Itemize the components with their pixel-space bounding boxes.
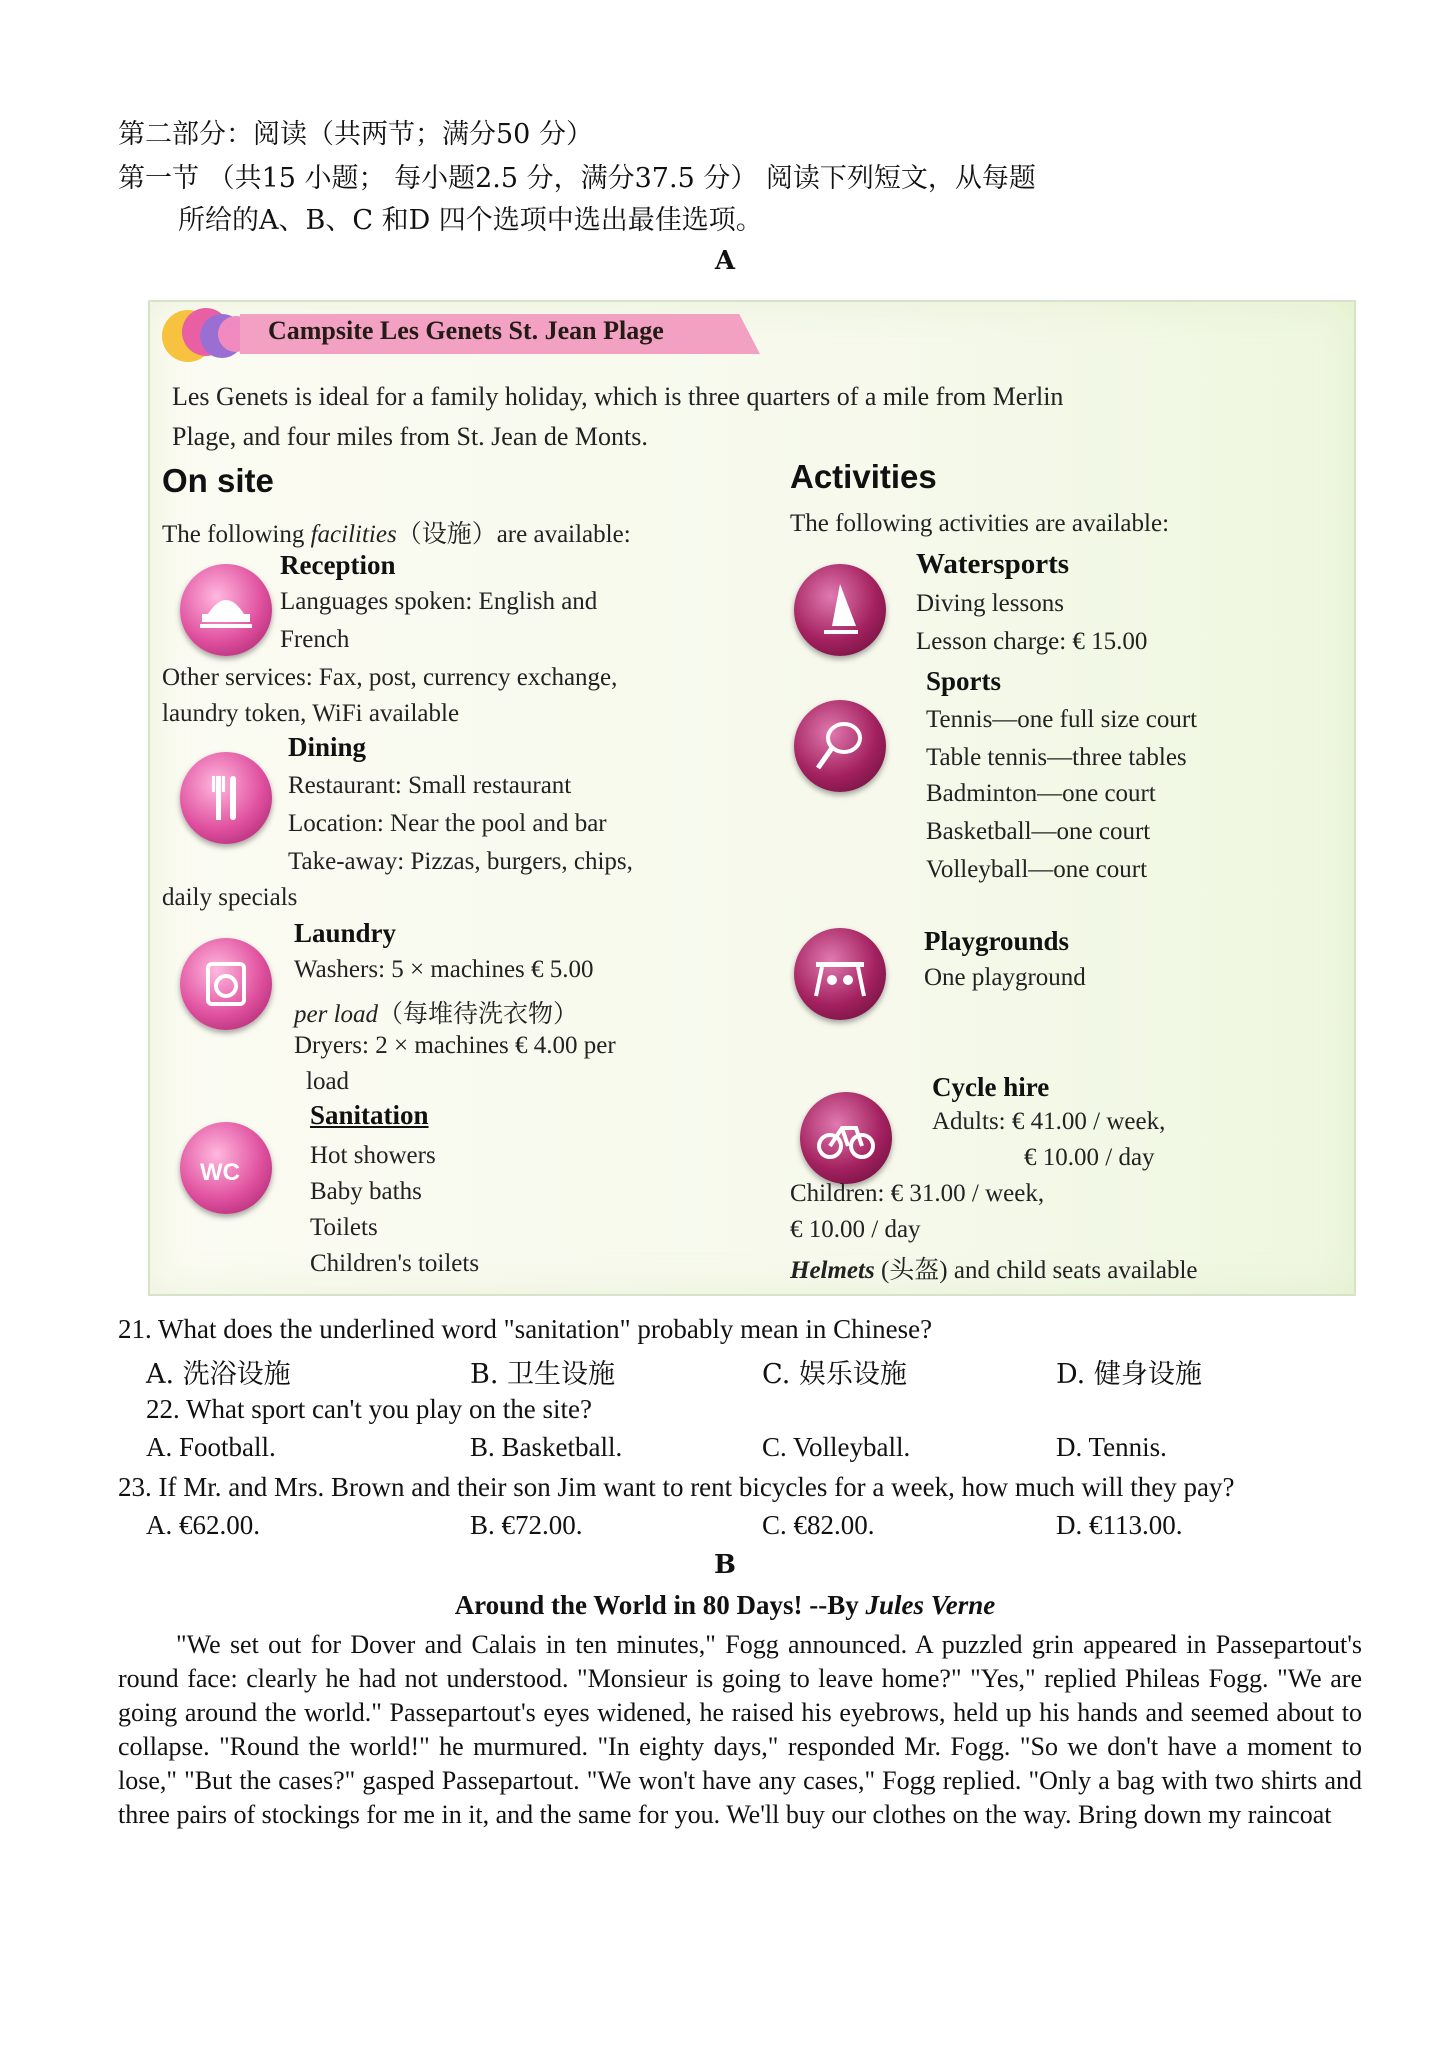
laundry-icon [180, 938, 272, 1030]
sports-title: Sports [926, 666, 1002, 696]
sanitation-toilets: Toilets [310, 1214, 378, 1241]
activities-subheading: The following activities are available: [790, 510, 1170, 537]
reception-title: Reception [280, 550, 396, 580]
sports-volleyball: Volleyball—one court [926, 856, 1148, 883]
watersports-charge: Lesson charge: € 15.00 [916, 628, 1148, 655]
playgrounds-title: Playgrounds [924, 926, 1070, 956]
q21-option-a[interactable]: A. 洗浴设施 [146, 1359, 291, 1390]
sports-racket-icon [794, 700, 886, 792]
watersports-diving: Diving lessons [916, 590, 1064, 617]
playground-icon [794, 928, 886, 1020]
section-instructions: 所给的A、B、C 和D 四个选项中选出最佳选项。 [178, 205, 763, 236]
reception-languages: Languages spoken: English and [280, 588, 598, 615]
sports-basketball: Basketball—one court [926, 818, 1151, 845]
passage-b-body: "We set out for Dover and Calais in ten minutes," Fogg announced. A puzzled grin appeared in Passepartout's round face: clearly he had not understood. "Monsieur is going to leave home?" "Yes," replied Phileas Fogg. "We are going around the world." Passepartout's eyes widened, he raised his eyebrows, held up his hands and seemed about to collapse. "Round the world!" he murmured. "In eighty days," responded Mr. Fogg. "So we don't have a moment to lose," "But the cases?" gasped Passepartout. "We won't have any cases," Fogg replied. "Only a bag with two shirts and three pairs of stockings for me in it, and the same for you. We'll buy our clothes on the way. Bring down my raincoat [118, 1630, 1362, 1829]
dining-restaurant: Restaurant: Small restaurant [288, 772, 572, 799]
q23-option-a[interactable]: A. €62.00. [146, 1510, 260, 1540]
sports-tennis: Tennis—one full size court [926, 706, 1198, 733]
q22-option-b[interactable]: B. Basketball. [470, 1432, 623, 1462]
other-services-cont: laundry token, WiFi available [162, 700, 460, 727]
onsite-subheading: The following facilities（设施）are available: [162, 521, 631, 548]
cycle-children-day: € 10.00 / day [790, 1216, 921, 1243]
onsite-heading: On site [162, 462, 274, 499]
cycle-children-week: Children: € 31.00 / week, [790, 1180, 1045, 1207]
dining-location: Location: Near the pool and bar [288, 810, 607, 837]
q22-option-d[interactable]: D. Tennis. [1056, 1432, 1167, 1462]
sanitation-children-toilets: Children's toilets [310, 1250, 480, 1277]
svg-text:WC: WC [200, 1159, 240, 1186]
question-21: 21. What does the underlined word "sanitation" probably mean in Chinese? [118, 1314, 933, 1344]
wc-icon [180, 1122, 272, 1214]
ad-banner [150, 304, 790, 362]
cycle-adults-week: Adults: € 41.00 / week, [932, 1108, 1166, 1135]
part-heading: 第二部分：阅读（共两节；满分50 分） [118, 119, 593, 150]
q21-option-d[interactable]: D. 健身设施 [1056, 1359, 1202, 1390]
question-22: 22. What sport can't you play on the site? [146, 1394, 593, 1424]
laundry-washers: Washers: 5 × machines € 5.00 [294, 956, 594, 983]
q21-option-c[interactable]: C. 娱乐设施 [762, 1359, 907, 1390]
watersports-icon [794, 564, 886, 656]
q23-option-b[interactable]: B. €72.00. [470, 1510, 583, 1540]
campsite-advertisement [148, 300, 1356, 1296]
laundry-title: Laundry [294, 918, 397, 948]
q22-option-c[interactable]: C. Volleyball. [762, 1432, 911, 1462]
sports-table-tennis: Table tennis—three tables [926, 744, 1187, 771]
bicycle-icon [800, 1092, 892, 1184]
q22-option-a[interactable]: A. Football. [146, 1432, 276, 1462]
reception-icon [180, 564, 272, 656]
dining-takeaway: Take-away: Pizzas, burgers, chips, [288, 848, 633, 875]
section-heading: 第一节 （共15 小题； 每小题2.5 分，满分37.5 分） 阅读下列短文，从每题 [118, 163, 1036, 194]
watersports-title: Watersports [916, 548, 1070, 580]
playgrounds-count: One playground [924, 964, 1086, 991]
ad-intro-line1: Les Genets is ideal for a family holiday, which is three quarters of a mile from Merlin [172, 382, 1064, 411]
laundry-dryers-cont: load [306, 1068, 350, 1095]
sanitation-baby-baths: Baby baths [310, 1178, 422, 1205]
passage-label-a: A [714, 246, 736, 276]
sports-badminton: Badminton—one court [926, 780, 1156, 807]
cycle-helmets: Helmets (头盔) and child seats available [790, 1257, 1198, 1284]
sanitation-showers: Hot showers [310, 1142, 436, 1169]
laundry-dryers: Dryers: 2 × machines € 4.00 per [294, 1032, 616, 1059]
laundry-per-load: per load（每堆待洗衣物） [294, 1001, 579, 1028]
q23-option-c[interactable]: C. €82.00. [762, 1510, 875, 1540]
dining-icon [180, 752, 272, 844]
dining-title: Dining [288, 732, 367, 762]
dining-takeaway-cont: daily specials [162, 884, 298, 911]
cycle-hire-title: Cycle hire [932, 1072, 1050, 1102]
sanitation-title: Sanitation [310, 1100, 429, 1130]
passage-b-title: Around the World in 80 Days! --By Jules Verne [454, 1590, 996, 1620]
banner-title: Campsite Les Genets St. Jean Plage [268, 316, 664, 345]
q23-option-d[interactable]: D. €113.00. [1056, 1510, 1183, 1540]
ad-intro-line2: Plage, and four miles from St. Jean de Monts. [172, 422, 648, 451]
other-services: Other services: Fax, post, currency exchange, [162, 664, 618, 691]
reception-languages-cont: French [280, 626, 350, 653]
question-23: 23. If Mr. and Mrs. Brown and their son Jim want to rent bicycles for a week, how much will they pay? [118, 1472, 1235, 1502]
activities-heading: Activities [790, 458, 937, 495]
cycle-adults-day: € 10.00 / day [1024, 1144, 1155, 1171]
passage-label-b: B [714, 1550, 736, 1580]
q21-option-b[interactable]: B. 卫生设施 [470, 1359, 616, 1390]
